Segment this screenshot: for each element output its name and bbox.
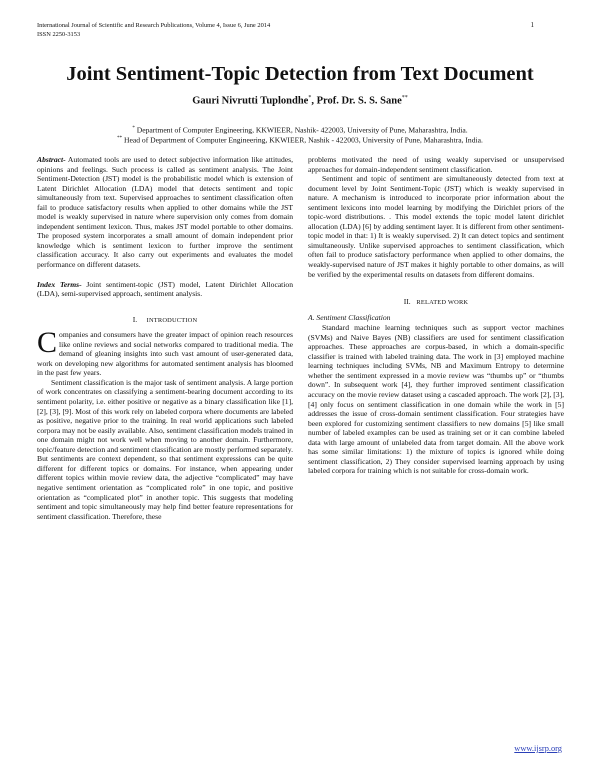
index-terms-label: Index Terms-	[37, 279, 82, 289]
affiliation-1-text: Department of Computer Engineering, KKWIEER, Nashik- 422003, University of Pune, Maharashtra, India.	[136, 125, 468, 135]
issn: ISSN 2250-3153	[37, 31, 81, 38]
author-1-mark: *	[308, 95, 312, 101]
section-2-number: II.	[403, 297, 411, 307]
page-number: 1	[530, 21, 534, 29]
journal-name: International Journal of Scientific and Research Publications, Volume 4, Issue 6, June 2014	[37, 22, 271, 29]
affiliation-2-text: Head of Department of Computer Engineering, KKWIEER, Nashik - 422003, University of Pune, Maharashtra, India.	[123, 135, 483, 145]
affiliation-1-mark: *	[132, 126, 135, 131]
section-2-heading	[308, 297, 564, 308]
dropcap-letter: C	[37, 326, 58, 360]
journal-website-link[interactable]: www.ijsrp.org	[514, 744, 562, 753]
section-1-heading	[37, 315, 293, 326]
related-work-paragraph: Standard machine learning techniques such as support vector machines (SVMs) and Naive Bayes (NB) classifiers are used for sentiment classification approaches. These approaches are corpus-based, in which a domain-specific classifier is trained with labeled training data. The work in [3] employed machine learning techniques including SVMs, NB and Maximum Entropy to determine whether the sentiment expressed in a movie review was “thumbs up” or “thumbs down”. In subsequent work [4], they further improved sentiment classification accuracy on the movie review dataset using a cascaded approach. The work [2], [3], [4] only focus on sentiment classification in one domain while the work in [5] addresses the issue of cross-domain sentiment classification. Four strategies have been explored for customizing sentiment classifiers to new domains [5] like small number of labeled examples can be used as training set or it can combine labeled data with large amount of unlabeled data from target domain. All the above work has some similar limitations: 1) the mixture of topics is ignored while doing sentiment classification, 2) They consider supervised learning approach by using labeled corpora for training which is not suitable for cross-domain work.	[308, 323, 564, 476]
section-2-title: RELATED WORK	[416, 299, 469, 307]
index-terms	[37, 280, 293, 299]
section-1-number: I.	[132, 314, 138, 324]
paper-title: Joint Sentiment-Topic Detection from Text Document	[66, 63, 534, 85]
author-1: Gauri Nivrutti Tuplondhe	[192, 95, 309, 107]
index-terms-text: Joint sentiment-topic (JST) model, Latent Dirichlet Allocation (LDA), semi-supervised approach, sentiment analysis.	[37, 279, 293, 299]
author-2: Prof. Dr. S. S. Sane	[316, 95, 402, 107]
intro-paragraph-1	[37, 326, 293, 378]
affiliation-2	[0, 134, 600, 146]
left-column	[37, 155, 293, 521]
intro-p1-text: ompanies and consumers have the greater impact of opinion reach resources like online reviews and social networks compared to traditional media. The demand of gleaning insights into such vast amount of user-generated data, work on developing new algorithms for automated sentiment analysis has bloomed in the past few years.	[37, 330, 293, 378]
right-paragraph-1: problems motivated the need of using weakly supervised or unsupervised approaches for domain-independent sentiment classification.	[308, 155, 564, 174]
abstract	[37, 155, 293, 270]
affiliation-2-mark: **	[117, 136, 123, 141]
abstract-text: Automated tools are used to detect subjective information like attitudes, opinions and feelings. Such process is called as sentiment analysis. The Joint Sentiment-Detection (JST) model is the probabilistic model which is extension of Latent Dirichlet Allocation (LDA) model that detects sentiment and topic simultaneously from text. Supervised approaches to sentiment classification often fail to produce satisfactory results when applied to other domains while the JST model is weakly supervised in nature where supervision only comes from domain independent sentiment lexicon. Thus, makes JST model portable to other domains. The proposed system incorporates a small amount of domain independent prior knowledge which is sentiment lexicon to further improve the sentiment classification accuracy. It also carry out experiments and evaluates the model performance on different datasets.	[37, 155, 293, 270]
journal-header	[37, 21, 270, 39]
right-paragraph-2: Sentiment and topic of sentiment are simultaneously detected from text at document level by Joint Sentiment-Topic (JST) which is weakly supervised in nature. A mechanism is introduced to incorporate prior information about the sentiment lexicons into model learning by modifying the Dirichlet priors of the topic-word distributions. . This model extends the topic model latent dirichlet allocation (LDA) [6] by adding sentiment layer. It is different from other sentiment-topic model in that: 1) It is weakly supervised. 2) It can detect topics and sentiment simultaneously. Unlike supervised approaches to sentiment classification, which often fail to produce satisfactory performance when applied to other domains, the weakly-supervised nature of JST makes it highly portable to other domains, as will be verified by the experimental results on datasets from different domains.	[308, 174, 564, 279]
section-1-title: INTRODUCTION	[146, 316, 198, 324]
author-separator: ,	[311, 95, 317, 107]
right-column	[308, 155, 564, 476]
abstract-label: Abstract-	[37, 155, 66, 164]
author-2-mark: **	[401, 95, 408, 101]
intro-paragraph-2: Sentiment classification is the major task of sentiment analysis. A large portion of work concentrates on classifying a sentiment-bearing document according to its sentiment polarity, i.e. either positive or negative as a binary classification like [1], [2], [3], [9]. Most of this work rely on labeled corpora where documents are labeled as positive, negative prior to the training. In real world applications such labeled corpora may not be easily available. Also, sentiment classification models trained in one domain might not work well when moving to another domain. Furthermore, topic/feature detection and sentiment classification are mostly performed separately. But sentiments are context dependent, so that sentiment expressions can be quite different for different topics or domains. For instance, when appearing under different topics within movie review data, the adjective “complicated” may have negative sentiment orientation as “complicated role” in one topic, and positive orientation as “complicated plot” in another topic. This suggests that modeling sentiment and topic simultaneously may help find better feature representations for sentiment classification. Therefore, these	[37, 377, 293, 521]
subsection-heading: A. Sentiment Classification	[308, 312, 391, 322]
authors-line	[0, 95, 600, 107]
